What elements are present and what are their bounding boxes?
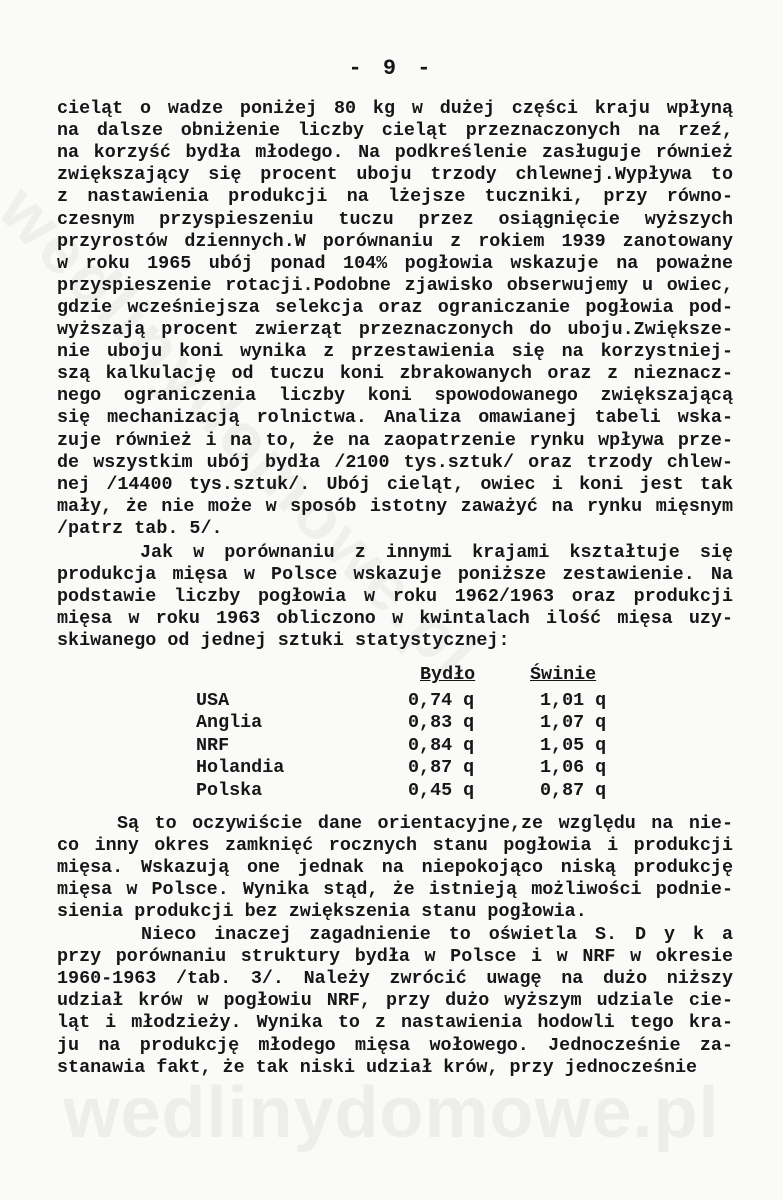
- text-line: przyrostów dziennych.W porównaniu z rokiem 1939 zanotowany: [57, 230, 733, 252]
- text-line: produkcja mięsa w Polsce wskazuje poniższe zestawienie. Na: [57, 564, 733, 586]
- text-line: nego ograniczenia liczby koni spowodowanego zwiększającą: [57, 385, 733, 407]
- text-line: szą kalkulację od tuczu koni zbrakowanych oraz z nieznacz-: [57, 363, 733, 385]
- table-row-country: NRF: [196, 734, 230, 756]
- text-line: skiwanego od jednej sztuki statystycznej:: [57, 630, 510, 652]
- text-line: de wszystkim ubój bydła /2100 tys.sztuk/ oraz trzody chlew-: [57, 451, 733, 473]
- text-line: 1960-1963 /tab. 3/. Należy zwrócić uwagę na dużo niższy: [57, 968, 733, 990]
- text-line: wyższają procent zwierząt przeznaczonych do uboju.Zwiększe-: [57, 319, 733, 340]
- text-line: nej /14400 tys.sztuk/. Ubój cieląt, owiec i koni jest tak: [57, 473, 733, 495]
- text-line: nie uboju koni wynika z przestawienia się na korzystniej-: [57, 341, 733, 363]
- text-line: mały, że nie może w sposób istotny zaważyć na rynku mięsnym: [57, 495, 733, 517]
- table-row-bydlo: 0,83 q: [408, 712, 475, 734]
- table-row-swinie: 1,05 q: [540, 734, 607, 756]
- text-line: ju na produkcję młodego mięsa wołowego. Jednocześnie za-: [57, 1034, 733, 1056]
- table-row-country: USA: [196, 690, 230, 711]
- table-row-country: Anglia: [196, 712, 263, 734]
- text-line: na korzyść bydła młodego. Na podkreślenie zasługuje również: [57, 142, 733, 164]
- text-line: udział krów w pogłowiu NRF, przy dużo wyższym udziale cie-: [57, 990, 733, 1012]
- page-number: - 9 -: [348, 56, 435, 81]
- table-row-swinie: 0,87 q: [540, 779, 607, 801]
- table-row-bydlo: 0,74 q: [408, 690, 475, 711]
- text-line: na dalsze obniżenie liczby cieląt przeznaczonych na rzeź,: [57, 120, 733, 142]
- table-header-bydlo: Bydło: [420, 664, 476, 685]
- text-line: mięsa. Wskazują one jednak na niepokojąco niską produkcję: [57, 857, 733, 879]
- table-row-swinie: 1,07 q: [540, 712, 607, 734]
- text-line: Nieco inaczej zagadnienie to oświetla S. D y k a: [141, 924, 733, 945]
- text-line: w roku 1965 ubój ponad 104% pogłowia wskazuje na poważne: [57, 252, 733, 274]
- text-line: przyspieszenie rotacji.Podobne zjawisko obserwujemy u owiec,: [57, 274, 733, 296]
- text-line: zwiększający się procent uboju trzody chlewnej.Wypływa to: [57, 164, 733, 186]
- text-line: sienia produkcji bez zwiększenia stanu pogłowia.: [57, 901, 587, 923]
- text-line: czesnym przyspieszeniu tuczu przez osiągnięcie wyższych: [57, 208, 733, 230]
- watermark-bottom: wedlinydomowe.pl: [63, 1073, 720, 1153]
- text-line: mięsa w roku 1963 obliczono w kwintalach ilość mięsa uzy-: [57, 608, 733, 630]
- text-line: Jak w porównaniu z innymi krajami kształtuje się: [140, 542, 733, 563]
- table-header-swinie: Świnie: [530, 664, 597, 685]
- text-line: z nastawienia produkcji na lżejsze tuczniki, przy równo-: [57, 186, 733, 208]
- text-line: co inny okres zamknięć rocznych stanu pogłowia i produkcji: [57, 835, 733, 857]
- text-line: przy porównaniu struktury bydła w Polsce i w NRF w okresie: [57, 946, 733, 968]
- table-row-swinie: 1,06 q: [540, 757, 607, 779]
- table-row-bydlo: 0,45 q: [408, 779, 475, 801]
- text-line: Są to oczywiście dane orientacyjne,ze względu na nie-: [117, 813, 733, 834]
- table-row-bydlo: 0,84 q: [408, 734, 475, 756]
- text-line: ląt i młodzieży. Wynika to z nastawienia hodowli tego kra-: [57, 1012, 733, 1034]
- text-line: zuje również i na to, że na zaopatrzenie rynku wpływa prze-: [57, 429, 733, 451]
- text-line: się mechanizacją rolnictwa. Analiza omawianej tabeli wska-: [57, 407, 733, 429]
- text-line: cieląt o wadze poniżej 80 kg w dużej części kraju wpłyną: [57, 98, 733, 119]
- text-line: mięsa w Polsce. Wynika stąd, że istnieją możliwości podnie-: [57, 879, 733, 901]
- table-row-country: Polska: [196, 779, 263, 801]
- table-row-swinie: 1,01 q: [540, 690, 607, 711]
- text-line: stanawia fakt, że tak niski udział krów, przy jednocześnie: [57, 1056, 698, 1078]
- text-line: gdzie wcześniejsza selekcja oraz ograniczanie pogłowia pod-: [57, 296, 733, 318]
- text-line: podstawie liczby pogłowia w roku 1962/1963 oraz produkcji: [57, 586, 733, 608]
- table-row-country: Holandia: [196, 757, 285, 779]
- text-line: /patrz tab. 5/.: [57, 517, 223, 539]
- table-row-bydlo: 0,87 q: [408, 757, 475, 779]
